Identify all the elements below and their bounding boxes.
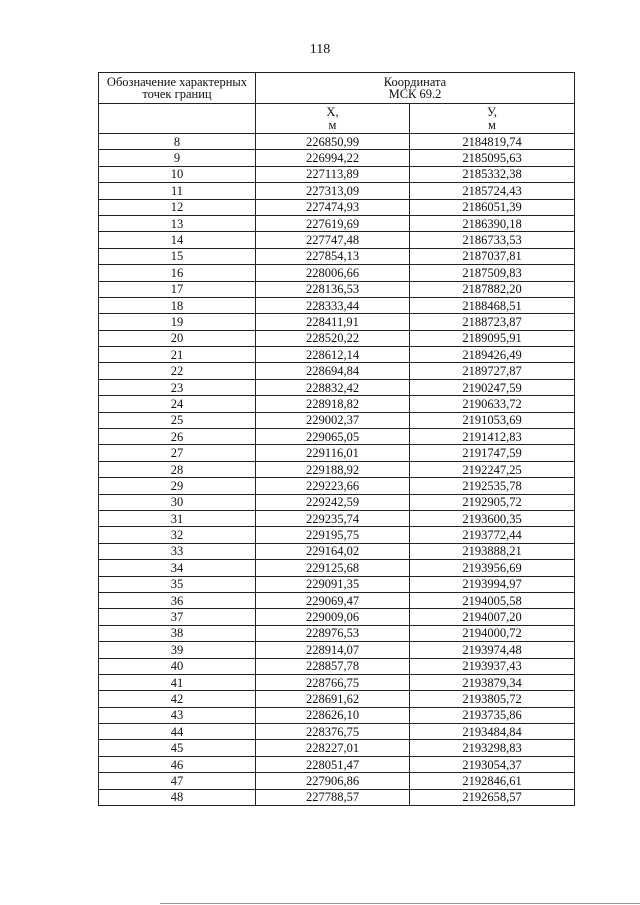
y-coordinate-cell: 2189727,87 xyxy=(410,363,575,379)
point-number-cell: 11 xyxy=(99,183,256,199)
point-number-cell: 27 xyxy=(99,445,256,461)
y-coordinate-cell: 2185332,38 xyxy=(410,166,575,182)
table-row xyxy=(99,724,575,740)
point-designation-header-line2: точек границ xyxy=(142,87,212,101)
point-number-cell: 16 xyxy=(99,265,256,281)
y-coordinate-cell: 2192658,57 xyxy=(410,789,575,805)
y-coordinate-cell: 2193994,97 xyxy=(410,576,575,592)
x-coordinate-cell: 229195,75 xyxy=(256,527,410,543)
x-coordinate-cell: 229242,59 xyxy=(256,494,410,510)
x-coordinate-cell: 229223,66 xyxy=(256,478,410,494)
y-coordinate-cell: 2186051,39 xyxy=(410,199,575,215)
y-coordinate-cell: 2193054,37 xyxy=(410,756,575,772)
x-coordinate-cell: 228914,07 xyxy=(256,642,410,658)
point-number-cell: 39 xyxy=(99,642,256,658)
table-row xyxy=(99,265,575,281)
point-number-cell: 36 xyxy=(99,592,256,608)
table-row xyxy=(99,363,575,379)
x-coordinate-cell: 229091,35 xyxy=(256,576,410,592)
x-coordinate-cell: 228857,78 xyxy=(256,658,410,674)
x-coordinate-cell: 227854,13 xyxy=(256,248,410,264)
x-coordinate-cell: 228612,14 xyxy=(256,347,410,363)
table-row xyxy=(99,576,575,592)
table-header-row xyxy=(99,73,575,104)
x-coordinate-cell: 228626,10 xyxy=(256,707,410,723)
coordinate-header-title: Координата xyxy=(383,75,447,89)
table-row xyxy=(99,330,575,346)
x-coordinate-cell: 228766,75 xyxy=(256,674,410,690)
y-coordinate-cell: 2191412,83 xyxy=(410,429,575,445)
table-subheader-row xyxy=(99,104,575,134)
y-coordinate-cell: 2191053,69 xyxy=(410,412,575,428)
table-row xyxy=(99,510,575,526)
y-coordinate-cell: 2193937,43 xyxy=(410,658,575,674)
x-coordinate-cell: 226850,99 xyxy=(256,134,410,150)
y-coordinate-cell: 2185724,43 xyxy=(410,183,575,199)
coordinates-table-body xyxy=(99,134,575,806)
x-coordinate-cell: 228006,66 xyxy=(256,265,410,281)
point-number-cell: 31 xyxy=(99,510,256,526)
point-number-cell: 32 xyxy=(99,527,256,543)
table-row xyxy=(99,461,575,477)
y-coordinate-cell: 2193974,48 xyxy=(410,642,575,658)
y-coordinate-cell: 2194000,72 xyxy=(410,625,575,641)
table-row xyxy=(99,773,575,789)
y-coordinate-cell: 2184819,74 xyxy=(410,134,575,150)
table-row xyxy=(99,560,575,576)
table-row xyxy=(99,429,575,445)
y-coordinate-cell: 2193772,44 xyxy=(410,527,575,543)
y-coordinate-cell: 2185095,63 xyxy=(410,150,575,166)
point-number-cell: 24 xyxy=(99,396,256,412)
table-row xyxy=(99,297,575,313)
table-row xyxy=(99,199,575,215)
y-coordinate-cell: 2189426,49 xyxy=(410,347,575,363)
y-column-unit: м xyxy=(488,117,496,132)
table-row xyxy=(99,642,575,658)
y-coordinate-cell: 2193888,21 xyxy=(410,543,575,559)
y-coordinate-cell: 2187882,20 xyxy=(410,281,575,297)
y-coordinate-cell: 2189095,91 xyxy=(410,330,575,346)
y-column-label: У, xyxy=(487,104,497,119)
x-coordinate-cell: 226994,22 xyxy=(256,150,410,166)
point-number-cell: 46 xyxy=(99,756,256,772)
table-row xyxy=(99,658,575,674)
table-row xyxy=(99,183,575,199)
table-row xyxy=(99,789,575,805)
table-row xyxy=(99,396,575,412)
point-number-cell: 13 xyxy=(99,215,256,231)
x-column-header xyxy=(256,104,410,134)
point-number-cell: 35 xyxy=(99,576,256,592)
point-number-cell: 26 xyxy=(99,429,256,445)
point-number-cell: 40 xyxy=(99,658,256,674)
x-coordinate-cell: 229125,68 xyxy=(256,560,410,576)
point-number-cell: 34 xyxy=(99,560,256,576)
point-number-cell: 19 xyxy=(99,314,256,330)
bottom-edge-line xyxy=(160,903,640,904)
point-number-cell: 12 xyxy=(99,199,256,215)
table-row xyxy=(99,347,575,363)
y-coordinate-cell: 2194007,20 xyxy=(410,609,575,625)
page-number: 118 xyxy=(309,42,331,57)
y-coordinate-cell: 2192535,78 xyxy=(410,478,575,494)
point-number-cell: 17 xyxy=(99,281,256,297)
point-number-cell: 48 xyxy=(99,789,256,805)
table-row xyxy=(99,592,575,608)
table-row xyxy=(99,543,575,559)
coordinate-system-label: МСК 69.2 xyxy=(388,87,442,101)
table-row xyxy=(99,248,575,264)
y-coordinate-cell: 2187037,81 xyxy=(410,248,575,264)
x-coordinate-cell: 228376,75 xyxy=(256,724,410,740)
y-coordinate-cell: 2193735,86 xyxy=(410,707,575,723)
point-number-cell: 41 xyxy=(99,674,256,690)
table-row xyxy=(99,707,575,723)
point-designation-header-line1: Обозначение характерных xyxy=(106,75,248,89)
table-row xyxy=(99,756,575,772)
point-number-cell: 8 xyxy=(99,134,256,150)
point-number-cell: 45 xyxy=(99,740,256,756)
x-coordinate-cell: 228832,42 xyxy=(256,379,410,395)
y-coordinate-cell: 2193879,34 xyxy=(410,674,575,690)
point-number-cell: 44 xyxy=(99,724,256,740)
point-number-cell: 23 xyxy=(99,379,256,395)
y-coordinate-cell: 2187509,83 xyxy=(410,265,575,281)
x-coordinate-cell: 228694,84 xyxy=(256,363,410,379)
table-row xyxy=(99,674,575,690)
x-coordinate-cell: 228051,47 xyxy=(256,756,410,772)
point-number-cell: 33 xyxy=(99,543,256,559)
x-coordinate-cell: 227313,09 xyxy=(256,183,410,199)
point-number-cell: 20 xyxy=(99,330,256,346)
x-coordinate-cell: 227619,69 xyxy=(256,215,410,231)
point-number-cell: 30 xyxy=(99,494,256,510)
x-coordinate-cell: 229069,47 xyxy=(256,592,410,608)
y-column-header xyxy=(410,104,575,134)
point-number-cell: 47 xyxy=(99,773,256,789)
x-coordinate-cell: 228976,53 xyxy=(256,625,410,641)
point-number-cell: 25 xyxy=(99,412,256,428)
table-row xyxy=(99,314,575,330)
x-coordinate-cell: 228411,91 xyxy=(256,314,410,330)
coordinate-header xyxy=(256,73,575,104)
x-coordinate-cell: 229235,74 xyxy=(256,510,410,526)
x-coordinate-cell: 227788,57 xyxy=(256,789,410,805)
x-coordinate-cell: 228136,53 xyxy=(256,281,410,297)
x-coordinate-cell: 229188,92 xyxy=(256,461,410,477)
table-row xyxy=(99,691,575,707)
table-row xyxy=(99,232,575,248)
x-column-label: X, xyxy=(326,104,339,119)
point-number-cell: 15 xyxy=(99,248,256,264)
table-row xyxy=(99,166,575,182)
x-coordinate-cell: 229009,06 xyxy=(256,609,410,625)
point-number-cell: 43 xyxy=(99,707,256,723)
table-row xyxy=(99,150,575,166)
y-coordinate-cell: 2188723,87 xyxy=(410,314,575,330)
y-coordinate-cell: 2193600,35 xyxy=(410,510,575,526)
y-coordinate-cell: 2193805,72 xyxy=(410,691,575,707)
point-number-cell: 28 xyxy=(99,461,256,477)
table-row xyxy=(99,412,575,428)
y-coordinate-cell: 2192905,72 xyxy=(410,494,575,510)
table-row xyxy=(99,281,575,297)
table-row xyxy=(99,134,575,150)
x-coordinate-cell: 228520,22 xyxy=(256,330,410,346)
point-number-cell: 21 xyxy=(99,347,256,363)
x-coordinate-cell: 227474,93 xyxy=(256,199,410,215)
table-row xyxy=(99,379,575,395)
y-coordinate-cell: 2192846,61 xyxy=(410,773,575,789)
table-row xyxy=(99,494,575,510)
x-coordinate-cell: 229002,37 xyxy=(256,412,410,428)
x-column-unit: м xyxy=(328,117,337,132)
point-number-cell: 38 xyxy=(99,625,256,641)
point-number-cell: 18 xyxy=(99,297,256,313)
point-designation-header xyxy=(99,73,256,104)
x-coordinate-cell: 227113,89 xyxy=(256,166,410,182)
table-row xyxy=(99,527,575,543)
y-coordinate-cell: 2190633,72 xyxy=(410,396,575,412)
table-row xyxy=(99,215,575,231)
table-row xyxy=(99,478,575,494)
point-number-cell: 14 xyxy=(99,232,256,248)
point-number-cell: 29 xyxy=(99,478,256,494)
y-coordinate-cell: 2193298,83 xyxy=(410,740,575,756)
y-coordinate-cell: 2190247,59 xyxy=(410,379,575,395)
y-coordinate-cell: 2192247,25 xyxy=(410,461,575,477)
x-coordinate-cell: 228691,62 xyxy=(256,691,410,707)
coordinates-table xyxy=(98,72,575,806)
point-number-cell: 37 xyxy=(99,609,256,625)
y-coordinate-cell: 2194005,58 xyxy=(410,592,575,608)
y-coordinate-cell: 2193956,69 xyxy=(410,560,575,576)
x-coordinate-cell: 227906,86 xyxy=(256,773,410,789)
table-row xyxy=(99,740,575,756)
x-coordinate-cell: 229164,02 xyxy=(256,543,410,559)
point-number-cell: 10 xyxy=(99,166,256,182)
table-row xyxy=(99,625,575,641)
x-coordinate-cell: 228227,01 xyxy=(256,740,410,756)
y-coordinate-cell: 2193484,84 xyxy=(410,724,575,740)
table-row xyxy=(99,445,575,461)
empty-header-cell xyxy=(99,104,256,134)
y-coordinate-cell: 2186733,53 xyxy=(410,232,575,248)
x-coordinate-cell: 228333,44 xyxy=(256,297,410,313)
y-coordinate-cell: 2188468,51 xyxy=(410,297,575,313)
table-row xyxy=(99,609,575,625)
x-coordinate-cell: 228918,82 xyxy=(256,396,410,412)
point-number-cell: 22 xyxy=(99,363,256,379)
x-coordinate-cell: 227747,48 xyxy=(256,232,410,248)
y-coordinate-cell: 2191747,59 xyxy=(410,445,575,461)
x-coordinate-cell: 229116,01 xyxy=(256,445,410,461)
point-number-cell: 9 xyxy=(99,150,256,166)
y-coordinate-cell: 2186390,18 xyxy=(410,215,575,231)
x-coordinate-cell: 229065,05 xyxy=(256,429,410,445)
point-number-cell: 42 xyxy=(99,691,256,707)
